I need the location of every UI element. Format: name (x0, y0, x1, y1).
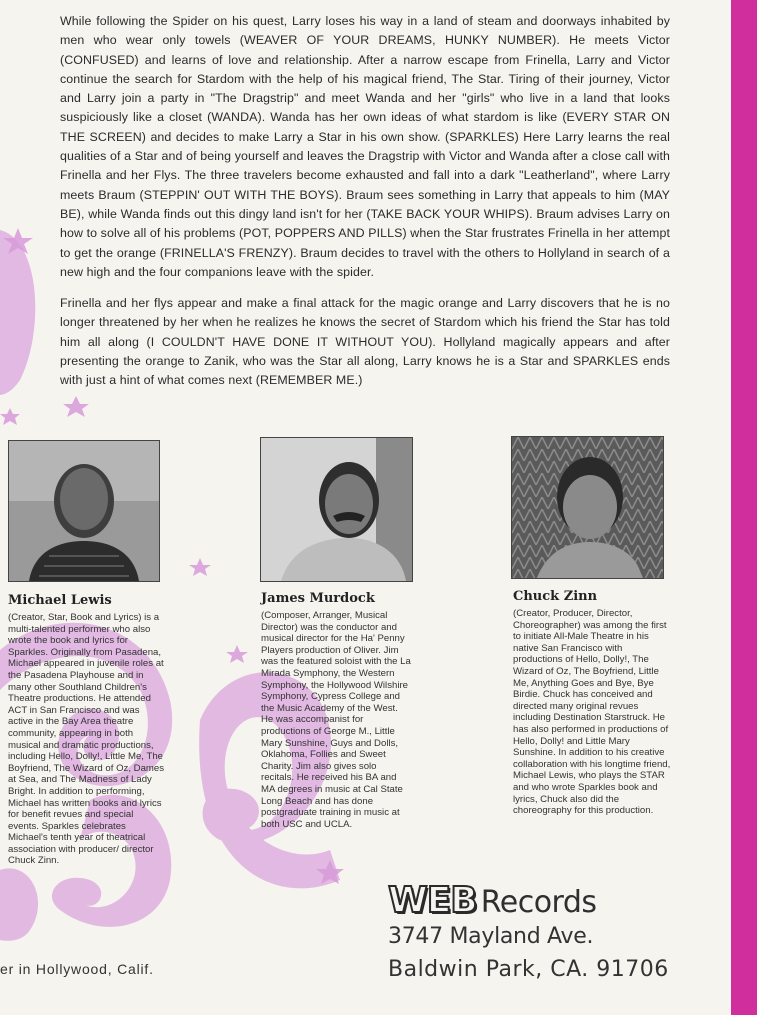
web-records-logo-line (388, 880, 688, 920)
synopsis-paragraph-1: While following the Spider on his quest, Larry loses his way in a land of steam and doorways inhabited by men who wear only towels (WEAVER OF YOUR DREAMS, HUNKY NUMBER). He meets Victor (CONFUSED) and learns of love and relationship. After a narrow escape from Frinella, Larry and Victor continue the search for Stardom with the help of his magical friend, The Star. Tiring of their journey, Victor and Larry join a party in "The Dragstrip" and meet Wanda and her "girls" who live in a land that looks suspiciously like a closet (WANDA). Wanda has her own ideas of what stardom is like (EVERY STAR ON THE SCREEN) and decides to make Larry a Star in his own show. (SPARKLES) Here Larry learns the real qualities of a Star and of being yourself and leaves the Dragstrip with Victor and Wanda after a close call with Frinella and her Flys. The three travelers become exhausted and fall into a dark "Leatherland", where Larry meets Braum (STEPPIN' OUT WITH THE BOYS). Braum sees something in Larry that appeals to him (MAY BE), while Wanda finds out this dingy land isn't for her (TAKE BACK YOUR WHIPS). Braum advises Larry on how to solve all of his problems (POT, POPPERS AND PILLS) when the Star frustrates Frinella in her attempt to get the orange (FRINELLA'S FRENZY). Braum decides to travel with the others to Hollyland in search of a new high and the four companions leave with the spider. (60, 14, 670, 279)
web-records-block (388, 880, 688, 982)
michael-lewis-photo (8, 440, 160, 582)
bio-text-james-murdock: (Composer, Arranger, Musical Director) was the conductor and musical director for the Ha' Penny Players production of Oliver. Jim was the featured soloist with the La Mirada Symphony, the Western Symphony, the Hollywood Wilshire Symphony, Cypress College and the Music Academy of the West. He was accompanist for productions of George M., Little Mary Sunshine, Guys and Dolls, Oklahoma, Follies and Sweet Charity. Jim also gives solo recitals. He received his BA and MA degrees in music at Cal State Long Beach and has done postgraduate training in music at both USC and UCLA. (261, 610, 411, 830)
bio-name-michael-lewis: Michael Lewis (8, 593, 112, 608)
records-city: Baldwin Park, CA. 91706 (388, 957, 669, 982)
records-address: 3747 Mayland Ave. (388, 924, 594, 949)
james-murdock-photo (260, 437, 413, 582)
bio-name-chuck-zinn: Chuck Zinn (513, 589, 598, 604)
footer-text: er in Hollywood, Calif. (0, 961, 154, 977)
synopsis-paragraph-2: Frinella and her flys appear and make a final attack for the magic orange and Larry discovers that he is no longer threatened by her when he realizes he knows the secret of Stardom which his friend the Star has told him all along (I COULDN'T HAVE DONE IT WITHOUT YOU). Hollyland magically appears and after presenting the orange to Zanik, who was the Star all along, Larry knows he is a Star and SPARKLES ends with just a hint of what comes next (REMEMBER ME.) (60, 296, 670, 388)
synopsis-text (60, 12, 670, 403)
bio-text-michael-lewis: (Creator, Star, Book and Lyrics) is a multi-talented performer who also wrote the book and lyrics for Sparkles. Originally from Pasadena, Michael appeared in juvenile roles at the Pasadena Playhouse and in many other Southland Children's Theatre productions. He attended ACT in San Francisco and was active in the Bay Area theatre community, appearing in both musical and dramatic productions, including Hello, Dolly!, Little Me, The Boyfriend, The Wizard of Oz, Dames at Sea, and The Madness of Lady Bright. In addition to performing, Michael has written books and lyrics for benefit revues and special events. Sparkles celebrates Michael's tenth year of theatrical association with producer/ director Chuck Zinn. (8, 612, 165, 867)
bio-name-james-murdock: James Murdock (261, 591, 375, 606)
chuck-zinn-photo (511, 436, 664, 579)
web-logo: WEB (388, 880, 477, 921)
bio-text-chuck-zinn: (Creator, Producer, Director, Choreographer) was among the first to initiate All-Male Theatre in his native San Francisco with productions of Hello, Dolly!, The Wizard of Oz, The Boyfriend, Little Me, Anything Goes and Bye, Bye Birdie. Chuck has conceived and directed many original revues including Destination Starstruck. He has also performed in productions of Hello, Dolly! and Little Mary Sunshine. In addition to his creative collaboration with his longtime friend, Michael Lewis, who plays the STAR and who wrote Sparkles book and lyrics, Chuck also did the choreography for this production. (513, 608, 671, 817)
records-word: Records (480, 885, 597, 920)
